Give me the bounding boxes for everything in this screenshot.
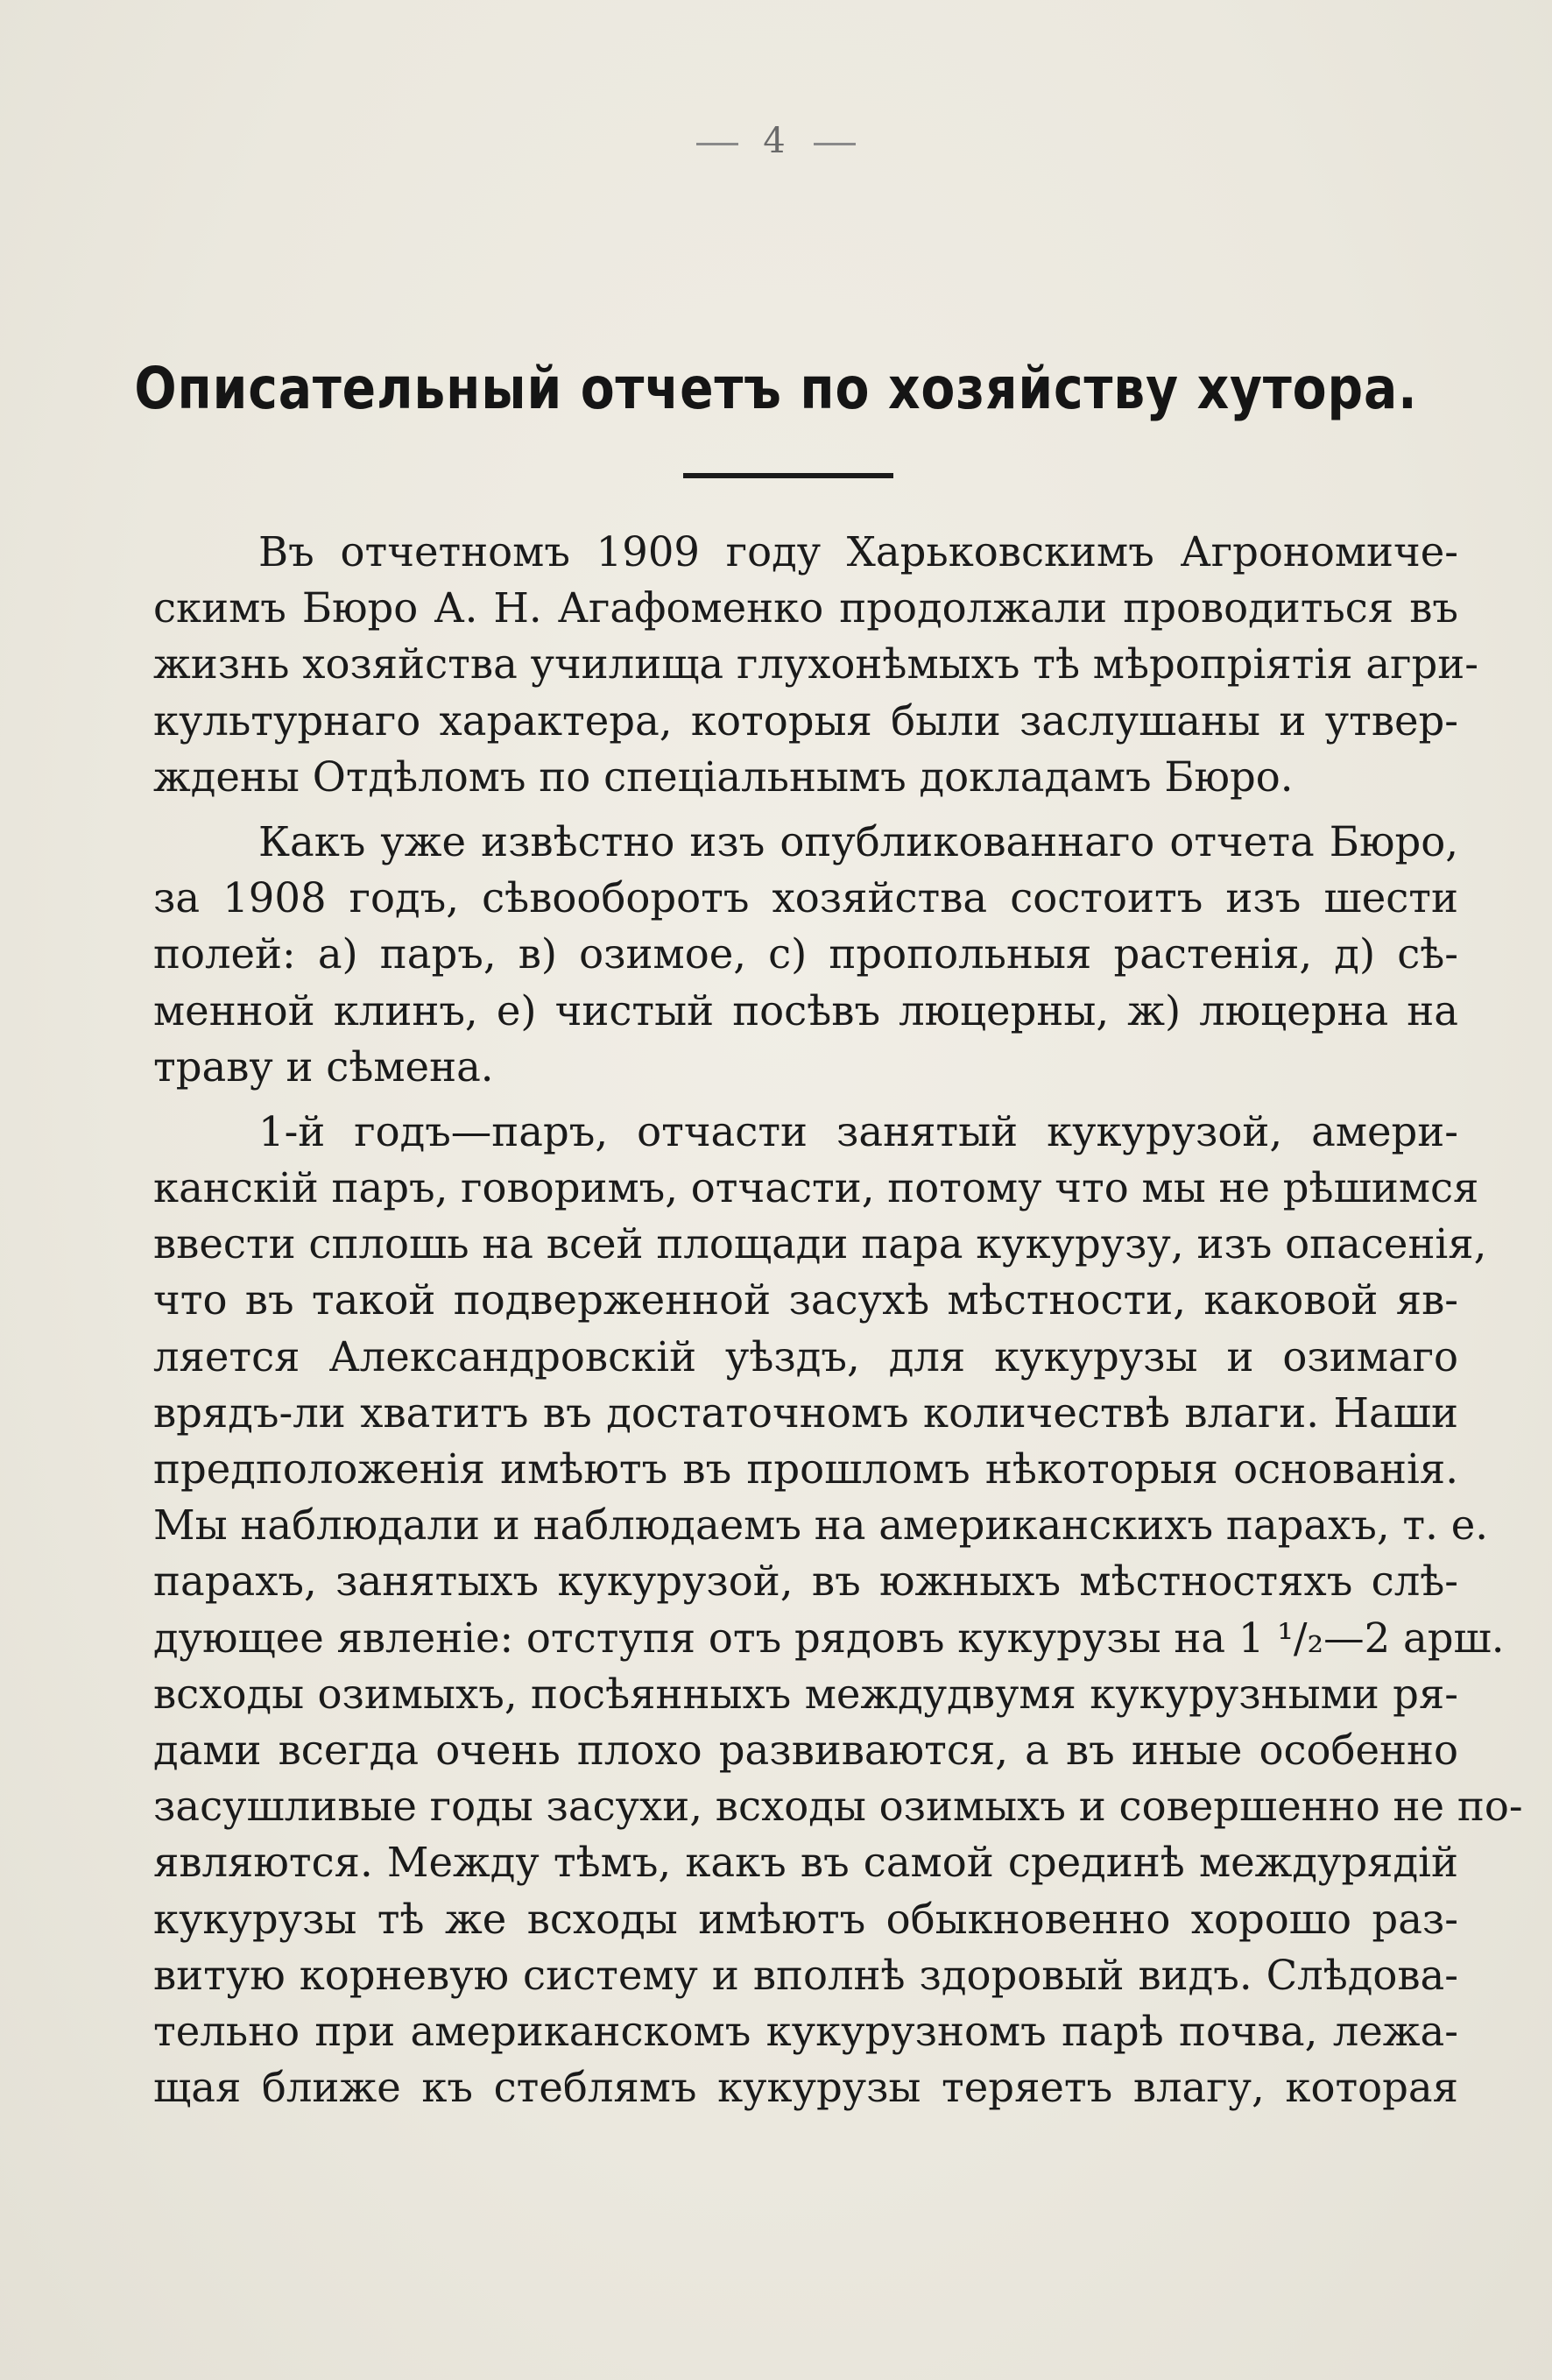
text-line: 1-й годъ—паръ, отчасти занятый кукурузой, амери-	[258, 1107, 1458, 1155]
text-line: траву и сѣмена.	[153, 1042, 494, 1091]
title-rule	[683, 473, 893, 478]
page-number	[0, 121, 1552, 161]
text-line: витую корневую систему и вполнѣ здоровый видъ. Слѣдова-	[153, 1951, 1458, 1999]
page-number-dash-left	[696, 143, 738, 145]
text-line: дующее явленіе: отступя отъ рядовъ кукурузы на 1 ¹/₂—2 арш.	[153, 1614, 1505, 1662]
text-line: тельно при американскомъ кукурузномъ парѣ почва, лежа-	[153, 2007, 1458, 2055]
text-line: щая ближе къ стеблямъ кукурузы теряетъ влагу, которая	[153, 2064, 1458, 2112]
text-line: Въ отчетномъ 1909 году Харьковскимъ Агрономиче-	[258, 528, 1458, 576]
text-line: жизнь хозяйства училища глухонѣмыхъ тѣ мѣропріятія агри-	[153, 640, 1478, 689]
text-line: парахъ, занятыхъ кукурузой, въ южныхъ мѣстностяхъ слѣ-	[153, 1557, 1458, 1606]
text-line: кукурузы тѣ же всходы имѣютъ обыкновенно хорошо раз-	[153, 1895, 1458, 1943]
text-line: канскій паръ, говоримъ, отчасти, потому что мы не рѣшимся	[153, 1164, 1479, 1212]
text-line: засушливые годы засухи, всходы озимыхъ и совершенно не по-	[153, 1783, 1523, 1831]
text-line: всходы озимыхъ, посѣянныхъ междудвумя кукурузными ря-	[153, 1670, 1458, 1718]
text-line: дами всегда очень плохо развиваются, а въ иные особенно	[153, 1726, 1458, 1774]
text-line: ввести сплошь на всей площади пара кукурузу, изъ опасенія,	[153, 1220, 1487, 1268]
paragraph-3	[153, 1104, 1523, 2115]
text-line: врядъ-ли хватитъ въ достаточномъ количествѣ влаги. Наши	[153, 1388, 1458, 1437]
text-line: за 1908 годъ, сѣвооборотъ хозяйства состоитъ изъ шести	[153, 874, 1458, 922]
text-line: ляется Александровскій уѣздъ, для кукурузы и озимаго	[153, 1332, 1458, 1381]
paragraph-1	[153, 524, 1478, 805]
text-line: культурнаго характера, которыя были заслушаны и утвер-	[153, 696, 1458, 745]
text-line: скимъ Бюро А. Н. Агафоменко продолжали проводиться въ	[153, 584, 1458, 632]
page-number-value: 4	[763, 121, 789, 161]
text-line: полей: а) паръ, в) озимое, с) пропольныя растенія, д) сѣ-	[153, 930, 1458, 978]
text-line: ждены Отдѣломъ по спеціальнымъ докладамъ Бюро.	[153, 752, 1294, 801]
text-line: являются. Между тѣмъ, какъ въ самой срединѣ междурядій	[153, 1839, 1458, 1887]
page-number-dash-right	[814, 143, 856, 145]
text-line: Какъ уже извѣстно изъ опубликованнаго отчета Бюро,	[258, 817, 1458, 865]
text-line: Мы наблюдали и наблюдаемъ на американскихъ парахъ, т. е.	[153, 1501, 1489, 1550]
text-line: предположенія имѣютъ въ прошломъ нѣкоторыя основанія.	[153, 1445, 1458, 1493]
document-title: Описательный отчетъ по хозяйству хутора.	[134, 355, 1418, 422]
text-line: менной клинъ, е) чистый посѣвъ люцерны, ж) люцерна на	[153, 986, 1458, 1035]
body-text	[153, 524, 1523, 2115]
text-line: что въ такой подверженной засухѣ мѣстности, каковой яв-	[153, 1276, 1458, 1324]
paragraph-2	[153, 814, 1458, 1095]
